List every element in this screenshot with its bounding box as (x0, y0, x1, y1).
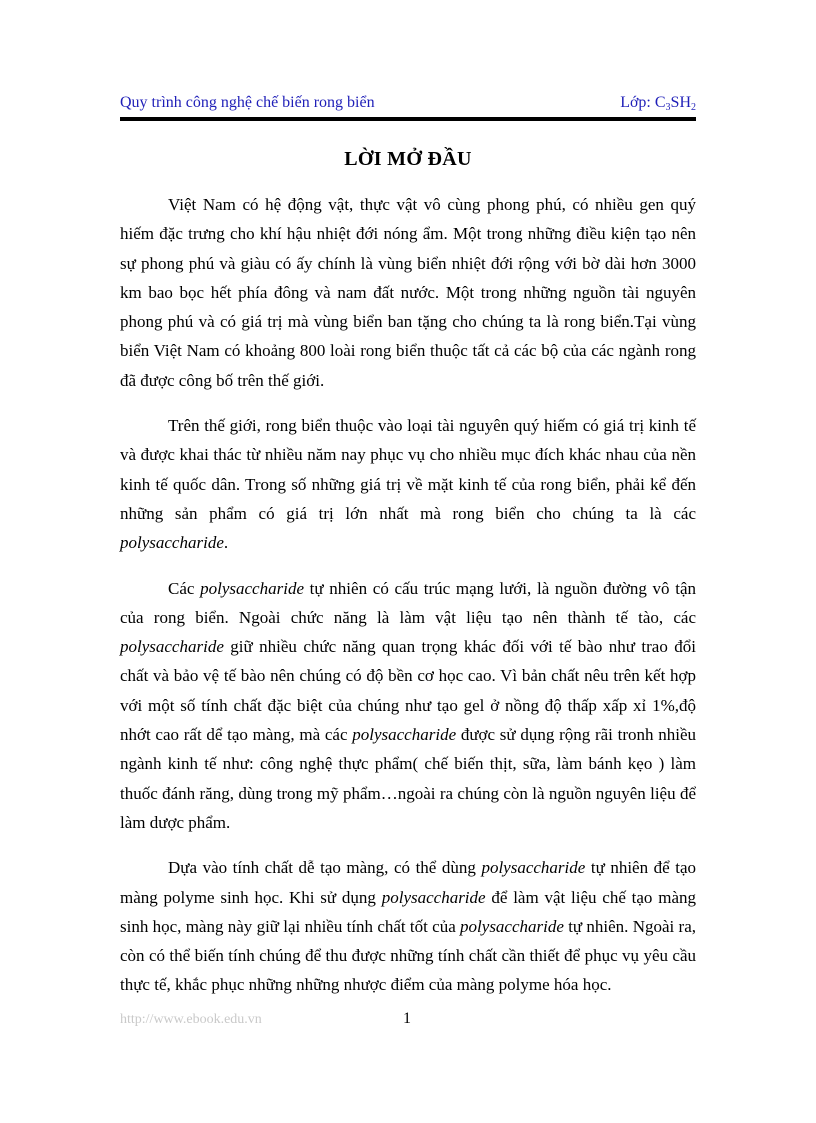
paragraph-3-term-3: polysaccharide (352, 725, 457, 745)
paragraph-4-text-d: tự nhiên. Ngoài ra, còn có thể biến tính chúng để thu được những tính chất cần thiết để phục vụ yêu cầu thực tế, khắc phục những những nhược điểm của màng polyme hóa học. (120, 916, 696, 995)
paragraph-3-term-1: polysaccharide (200, 578, 304, 598)
paragraph-2-text-b: . (223, 533, 229, 553)
page-header (120, 94, 696, 116)
header-class-label (620, 94, 696, 112)
body-text (120, 190, 696, 1016)
page-number: 1 (403, 1010, 411, 1027)
paragraph-4-term-3: polysaccharide (460, 916, 564, 936)
footer-watermark-url: http://www.ebook.edu.vn (120, 1012, 262, 1027)
page-title: LỜI MỞ ĐẦU (344, 148, 472, 170)
paragraph-3-text-c: giữ nhiều chức năng quan trọng khác đối với tế bào như trao đổi chất và bảo vệ tế bào nên chúng có độ bền cơ học cao. Vì bản chất nêu trên kết hợp với một số tính chất đặc biệt của chúng như tạo gel ở nồng độ thấp xấp xỉ 1%,độ nhớt cao rất dể tạo màng, mà các (120, 637, 696, 745)
paragraph-4-text-c: để làm vật liệu chế tạo màng sinh học, màng này giữ lại nhiều tính chất tốt của (120, 887, 696, 936)
paragraph-4-term-1: polysaccharide (481, 858, 586, 878)
paragraph-4 (120, 853, 696, 999)
header-class-mid: SH (670, 94, 691, 111)
paragraph-4-text-a: Dựa vào tính chất dễ tạo màng, có thể dùng (168, 858, 482, 878)
paragraph-4-text-b: tự nhiên để tạo màng polyme sinh học. Khi sử dụng (120, 858, 696, 907)
header-class-sub-2: 2 (691, 102, 696, 113)
paragraph-2 (120, 411, 696, 557)
paragraph-3 (120, 574, 696, 838)
paragraph-1: Việt Nam có hệ động vật, thực vật vô cùng phong phú, có nhiều gen quý hiếm đặc trưng cho khí hậu nhiệt đới nóng ẩm. Một trong những điều kiện tạo nên sự phong phú và giàu có ấy chính là vùng biển nhiệt đới rộng với bờ dài hơn 3000 km bao bọc hết phía đông và nam đất nước. Một trong những nguồn tài nguyên phong phú và có giá trị mà vùng biển ban tặng cho chúng ta là rong biển.Tại vùng biển Việt Nam có khoảng 800 loài rong biển thuộc tất cả các bộ của các ngành rong đã được công bố trên thế giới. (120, 195, 696, 390)
header-class-sub-1: 3 (665, 102, 671, 113)
paragraph-3-text-d: được sử dụng rộng rãi tronh nhiều ngành kinh tế như: công nghệ thực phẩm( chế biến thịt, sữa, làm bánh kẹo ) làm thuốc đánh răng, dùng trong mỹ phẩm…ngoài ra chúng còn là nguồn nguyên liệu để làm dược phẩm. (120, 725, 696, 832)
paragraph-2-text-a: Trên thế giới, rong biển thuộc vào loại tài nguyên quý hiếm có giá trị kinh tế và được khai thác từ nhiều năm nay phục vụ cho nhiều mục đích khác nhau của nền kinh tế quốc dân. Trong số những giá trị về mặt kinh tế của rong biển, phải kể đến những sản phẩm có giá trị lớn nhất mà rong biển cho chúng ta là các (120, 416, 696, 523)
paragraph-2-term: polysaccharide (120, 533, 224, 553)
header-class-prefix: Lớp: C (620, 94, 666, 111)
paragraph-3-text-a: Các (168, 578, 201, 598)
paragraph-4-term-2: polysaccharide (381, 887, 486, 907)
header-course-title: Quy trình công nghệ chế biến rong biển (120, 94, 375, 111)
paragraph-3-text-b: tự nhiên có cấu trúc mạng lưới, là nguồn đường vô tận của rong biển. Ngoài chức năng là làm vật liệu tạo nên thành tế tào, các (120, 578, 696, 627)
header-rule (120, 117, 696, 121)
paragraph-3-term-2: polysaccharide (120, 637, 224, 657)
